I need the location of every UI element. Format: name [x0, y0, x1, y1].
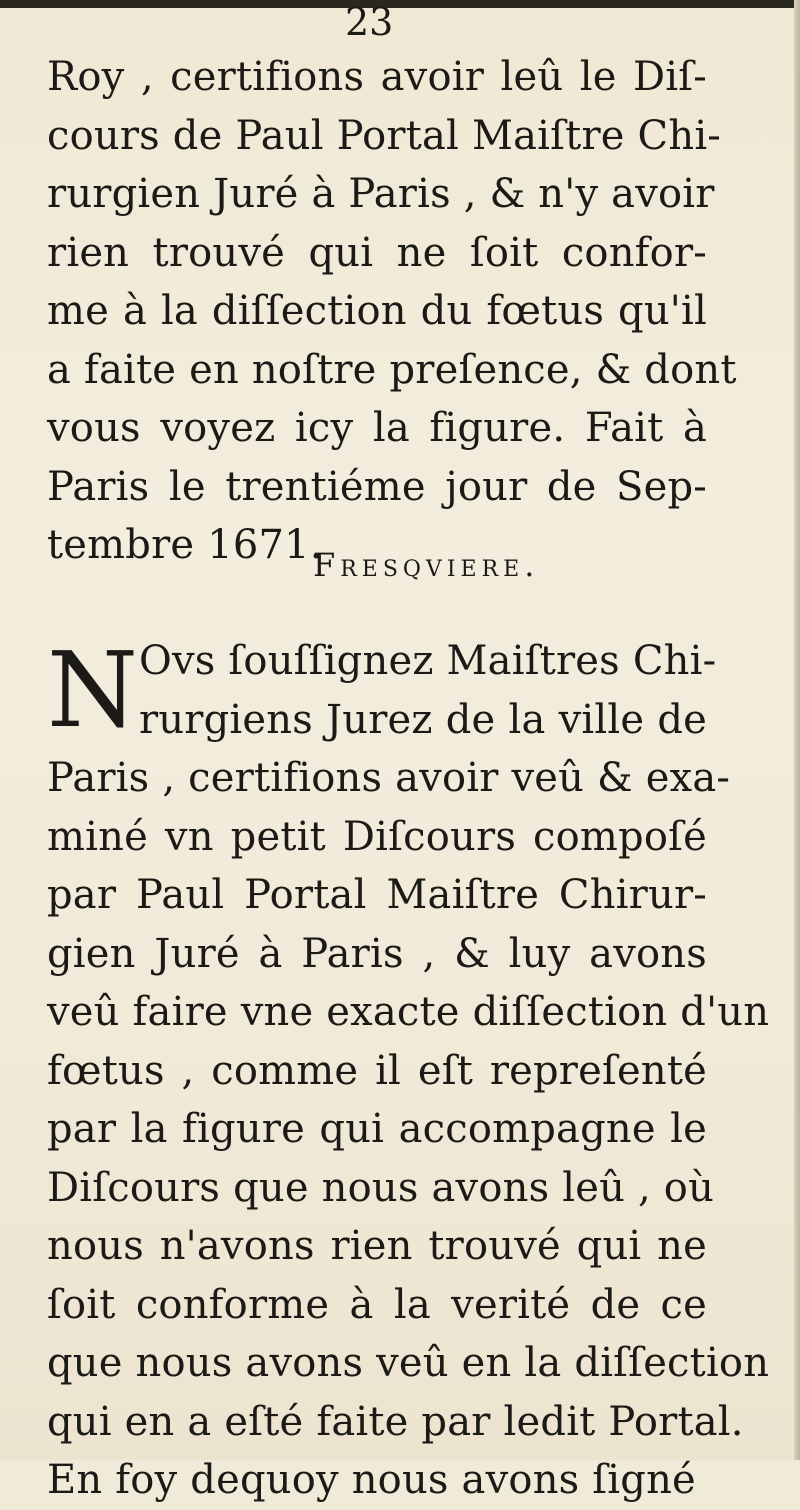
page-number: 23 — [345, 0, 394, 44]
text-line: gien Juré à Paris , & luy avons — [47, 930, 707, 977]
text-line: rien trouvé qui ne ſoit confor- — [47, 229, 707, 276]
signature-name: Fresqviere. — [313, 546, 540, 584]
text-line: Roy , certifions avoir leû le Diſ- — [47, 54, 707, 100]
text-line: par la figure qui accompagne le — [47, 1106, 707, 1152]
page-right-edge — [794, 0, 800, 1460]
page-top-edge — [0, 0, 800, 8]
text-line: tembre 1671. — [47, 522, 323, 568]
text-line: a faite en noſtre preſence, & dont — [47, 346, 737, 393]
text-line: En foy dequoy nous avons ſigné — [47, 1457, 696, 1503]
text-line: qui en a eſté faite par ledit Portal. — [47, 1398, 744, 1445]
drop-cap: N — [47, 629, 138, 751]
text-line: ſoit conforme à la verité de ce — [47, 1281, 707, 1328]
text-line: nous n'avons rien trouvé qui ne — [47, 1223, 707, 1269]
text-line: par Paul Portal Maiſtre Chirur- — [47, 872, 707, 918]
text-line: veû faire vne exacte diſſection d'un — [47, 989, 770, 1035]
text-line: Paris le trentiéme jour de Sep- — [47, 463, 707, 510]
text-line: Diſcours que nous avons leû , où — [47, 1164, 715, 1211]
text-line: rurgien Juré à Paris , & n'y avoir — [47, 171, 715, 217]
paragraph-surgeons-attestation — [47, 629, 770, 1510]
text-line: fœtus , comme il eſt repreſenté — [47, 1047, 707, 1094]
text-line: vous voyez icy la figure. Fait à — [47, 405, 707, 451]
text-line: cours de Paul Portal Maiſtre Chi- — [47, 112, 722, 159]
text-line: rurgiens Jurez de la ville de — [139, 696, 707, 743]
text-line: miné vn petit Diſcours compoſé — [47, 813, 707, 860]
paragraph-certification — [47, 48, 737, 575]
text-line: Paris , certifions avoir veû & exa- — [47, 755, 731, 801]
text-line: que nous avons veû en la diſſection — [47, 1340, 770, 1386]
text-line: me à la diſſection du fœtus qu'il — [47, 288, 707, 334]
text-line: Ovs ſouſſignez Maiſtres Chi- — [139, 638, 717, 684]
